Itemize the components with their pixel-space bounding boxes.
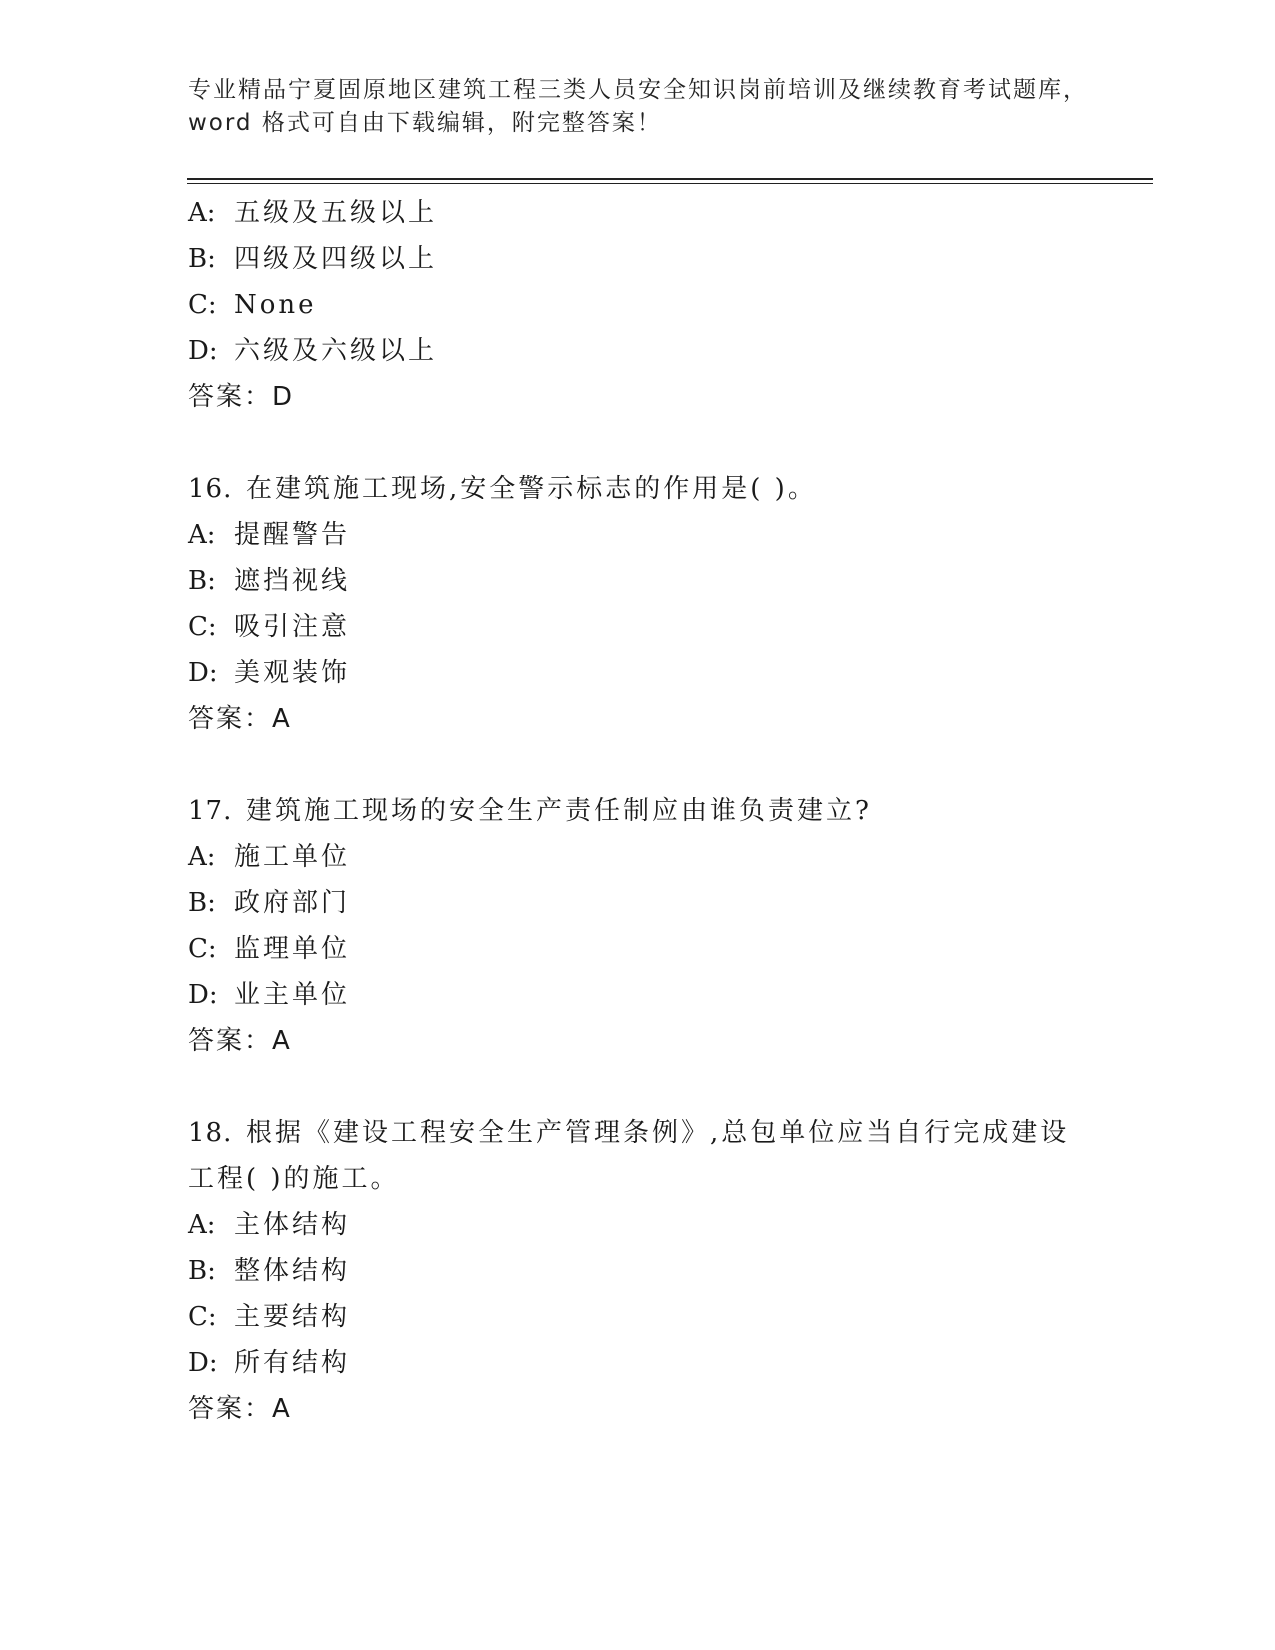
option-text: 四级及四级以上 <box>234 244 438 274</box>
question-stem <box>188 1110 1148 1156</box>
option-key: B: <box>188 244 216 274</box>
question-number: 17. <box>188 796 233 826</box>
option-c <box>188 926 1148 972</box>
option-b <box>188 1248 1148 1294</box>
question-list <box>188 190 1148 1432</box>
option-key: C: <box>188 290 217 320</box>
option-text: 所有结构 <box>234 1348 351 1378</box>
answer-line: 答案：A <box>188 704 292 734</box>
option-key: B: <box>188 1256 216 1286</box>
question-text: 建筑施工现场的安全生产责任制应由谁负责建立? <box>246 796 872 826</box>
option-text: 施工单位 <box>234 842 351 872</box>
option-b <box>188 558 1148 604</box>
option-text: 吸引注意 <box>234 612 351 642</box>
question-number: 18. <box>188 1118 233 1148</box>
option-a <box>188 1202 1148 1248</box>
option-text: 提醒警告 <box>234 520 351 550</box>
option-key: A: <box>188 520 216 550</box>
option-text: 主体结构 <box>234 1210 351 1240</box>
option-a <box>188 190 1148 236</box>
header-line-1: 专业精品宁夏固原地区建筑工程三类人员安全知识岗前培训及继续教育考试题库， <box>188 77 1088 103</box>
option-a <box>188 512 1148 558</box>
option-text: 主要结构 <box>234 1302 351 1332</box>
question-18 <box>188 1110 1148 1432</box>
question-16 <box>188 466 1148 742</box>
option-text: 政府部门 <box>234 888 351 918</box>
option-key: D: <box>188 980 218 1010</box>
option-key: C: <box>188 934 217 964</box>
option-text: 五级及五级以上 <box>234 198 438 228</box>
option-d <box>188 1340 1148 1386</box>
option-key: C: <box>188 1302 217 1332</box>
question-number: 16. <box>188 474 233 504</box>
option-text: None <box>234 290 317 320</box>
question-15 <box>188 190 1148 420</box>
option-key: B: <box>188 566 216 596</box>
option-text: 六级及六级以上 <box>234 336 438 366</box>
answer-line: 答案：A <box>188 1394 292 1424</box>
option-d <box>188 650 1148 696</box>
option-key: C: <box>188 612 217 642</box>
option-text: 整体结构 <box>234 1256 351 1286</box>
option-b <box>188 236 1148 282</box>
answer-line: 答案：A <box>188 1026 292 1056</box>
option-d <box>188 972 1148 1018</box>
option-c <box>188 604 1148 650</box>
answer-line: 答案：D <box>188 382 295 412</box>
page-header <box>188 74 1088 140</box>
option-text: 美观装饰 <box>234 658 351 688</box>
header-divider <box>187 178 1153 184</box>
option-key: B: <box>188 888 216 918</box>
option-c <box>188 1294 1148 1340</box>
question-stem <box>188 788 1148 834</box>
option-a <box>188 834 1148 880</box>
question-text: 根据《建设工程安全生产管理条例》,总包单位应当自行完成建设 <box>246 1118 1070 1148</box>
question-17 <box>188 788 1148 1064</box>
option-key: D: <box>188 1348 218 1378</box>
option-key: A: <box>188 842 216 872</box>
header-line-2: word 格式可自由下载编辑，附完整答案！ <box>188 110 662 136</box>
option-text: 监理单位 <box>234 934 351 964</box>
option-key: A: <box>188 198 216 228</box>
question-text: 在建筑施工现场,安全警示标志的作用是( )。 <box>246 474 817 504</box>
option-key: D: <box>188 336 218 366</box>
option-key: A: <box>188 1210 216 1240</box>
question-stem-continued: 工程( )的施工。 <box>188 1164 400 1194</box>
option-b <box>188 880 1148 926</box>
option-key: D: <box>188 658 218 688</box>
option-text: 业主单位 <box>234 980 351 1010</box>
option-c <box>188 282 1148 328</box>
option-d <box>188 328 1148 374</box>
option-text: 遮挡视线 <box>234 566 351 596</box>
question-stem <box>188 466 1148 512</box>
